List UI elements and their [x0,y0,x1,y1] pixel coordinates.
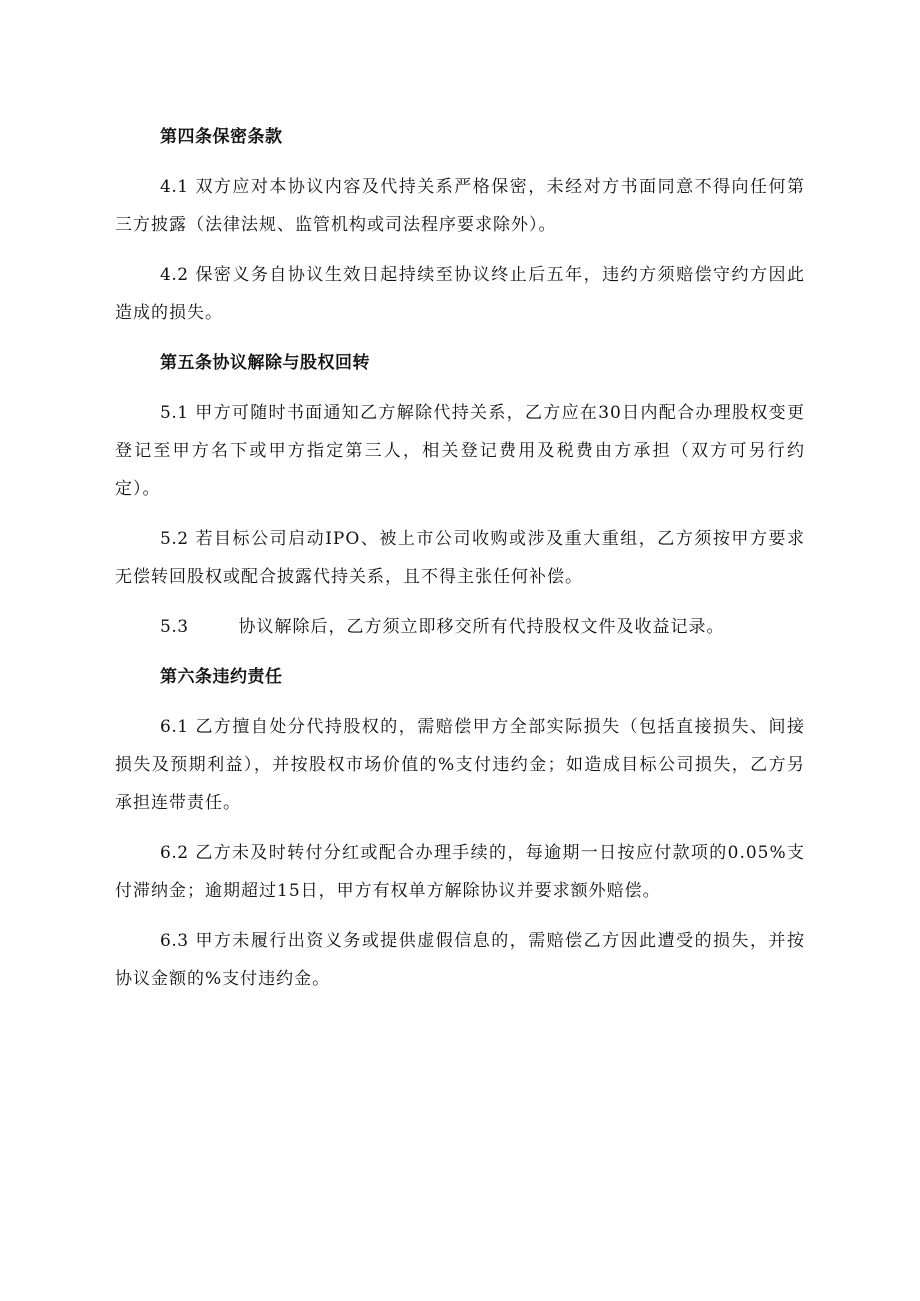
clause-5-2 [115,520,805,596]
clause-6-1 [115,708,805,822]
clause-number: 6.3 [160,931,189,951]
clause-text: 甲方可随时书面通知乙方解除代持关系，乙方应在30日内配合办理股权变更登记至甲方名下或甲方指定第三人，相关登记费用及税费由方承担（双方可另行约定）。 [115,403,806,499]
clause-text: 甲方未履行出资义务或提供虚假信息的，需赔偿乙方因此遭受的损失，并按协议金额的%支付违约金。 [115,931,805,989]
clause-5-3 [115,608,805,646]
clause-6-2 [115,834,805,910]
clause-text: 协议解除后，乙方须立即移交所有代持股权文件及收益记录。 [238,617,725,637]
clause-text: 乙方未及时转付分红或配合办理手续的，每逾期一日按应付款项的0.05%支付滞纳金；逾期超过15日，甲方有权单方解除协议并要求额外赔偿。 [115,843,805,901]
clause-number: 4.1 [160,177,189,197]
clause-text: 若目标公司启动IPO、被上市公司收购或涉及重大重组，乙方须按甲方要求无偿转回股权或配合披露代持关系，且不得主张任何补偿。 [115,529,805,587]
section-heading-4: 第四条保密条款 [160,127,283,147]
clause-4-1 [115,168,805,244]
clause-number: 5.3 [160,617,189,637]
clause-number: 5.2 [160,529,189,549]
document-body [115,118,805,1010]
clause-5-1 [115,394,805,508]
section-heading-6: 第六条违约责任 [160,667,283,687]
clause-6-3 [115,922,805,998]
clause-number: 6.2 [160,843,189,863]
section-heading-5: 第五条协议解除与股权回转 [160,353,370,373]
clause-4-2 [115,256,805,332]
clause-number: 5.1 [160,403,189,423]
clause-text: 乙方擅自处分代持股权的，需赔偿甲方全部实际损失（包括直接损失、间接损失及预期利益），并按股权市场价值的%支付违约金；如造成目标公司损失，乙方另承担连带责任。 [115,717,805,813]
clause-text: 保密义务自协议生效日起持续至协议终止后五年，违约方须赔偿守约方因此造成的损失。 [115,265,805,323]
clause-number: 6.1 [160,717,189,737]
clause-text: 双方应对本协议内容及代持关系严格保密，未经对方书面同意不得向任何第三方披露（法律法规、监管机构或司法程序要求除外）。 [115,177,805,235]
clause-number: 4.2 [160,265,189,285]
